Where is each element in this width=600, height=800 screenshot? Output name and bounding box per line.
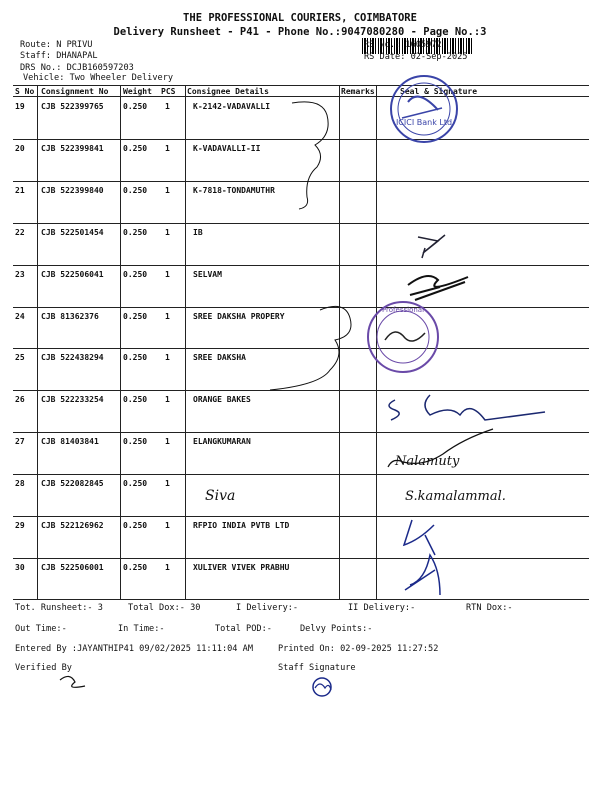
cell-consignee: K-7818-TONDAMUTHR — [193, 185, 275, 195]
cell-sno: 26 — [15, 395, 25, 405]
cell-sno: 22 — [15, 227, 25, 237]
cell-weight: 0.250 — [123, 227, 148, 237]
cell-consignee: SREE DAKSHA — [193, 353, 246, 363]
col-header-consignment: Consignment No — [41, 87, 109, 96]
cell-weight: 0.250 — [123, 437, 148, 447]
cell-consignee: ELANGKUMARAN — [193, 437, 251, 447]
cell-sno: 30 — [15, 562, 25, 572]
cell-consignee: SREE DAKSHA PROPERY — [193, 311, 285, 321]
cell-weight: 0.250 — [123, 185, 148, 195]
staff-label: Staff: DHANAPAL — [20, 51, 98, 61]
cell-pcs: 1 — [165, 143, 170, 153]
professional-stamp — [368, 302, 438, 372]
cell-consignee: RFPIO INDIA PVTB LTD — [193, 521, 290, 530]
total-pod: Total POD:- — [215, 624, 272, 634]
route-label: Route: N PRIVU — [20, 40, 93, 50]
cell-consignment: CJB 81362376 — [41, 311, 99, 321]
cell-consignee: K-2142-VADAVALLI — [193, 102, 271, 111]
row28-signature: S.kamalammal. — [405, 489, 506, 504]
col-header-weight: Weight — [123, 87, 152, 96]
row28-remark-handwriting: Siva — [205, 488, 236, 504]
cell-weight: 0.250 — [123, 395, 148, 405]
cell-pcs: 1 — [165, 353, 170, 363]
total-dox: Total Dox:- 30 — [128, 603, 201, 613]
cell-weight: 0.250 — [123, 562, 148, 572]
row27-signature: Nalamuty — [395, 454, 460, 469]
professional-stamp-text: Professional — [381, 306, 425, 314]
delvy-points: Delvy Points:- — [300, 624, 373, 634]
cell-consignee: XULIVER VIVEK PRABHU — [193, 562, 290, 572]
cell-sno: 27 — [15, 437, 25, 447]
cell-pcs: 1 — [165, 479, 170, 489]
out-time: Out Time:- — [15, 624, 67, 634]
cell-consignment: CJB 522506041 — [41, 269, 104, 279]
rs-no-label: RS No.: 1605972 — [364, 40, 442, 50]
cell-consignment: CJB 522126962 — [41, 521, 104, 530]
cell-weight: 0.250 — [123, 521, 148, 530]
col-header-pcs: PCS — [161, 87, 176, 96]
cell-pcs: 1 — [165, 185, 170, 195]
printed-on: Printed On: 02-09-2025 11:27:52 — [278, 644, 439, 654]
cell-consignment: CJB 522399765 — [41, 102, 104, 111]
rtn-dox: RTN Dox:- — [466, 603, 513, 613]
bank-stamp-text: ICICI Bank Ltd — [395, 118, 453, 127]
entered-by: Entered By :JAYANTHIP41 09/02/2025 11:11:04 AM — [15, 644, 253, 654]
cell-consignee: ORANGE BAKES — [193, 395, 251, 405]
company-title: THE PROFESSIONAL COURIERS, COIMBATORE — [183, 12, 417, 24]
tot-runsheet: Tot. Runsheet:- 3 — [15, 603, 103, 613]
cell-pcs: 1 — [165, 269, 170, 279]
cell-sno: 20 — [15, 143, 25, 153]
runsheet-subtitle: Delivery Runsheet - P41 - Phone No.:9047080280 - Page No.:3 — [113, 26, 487, 38]
cell-sno: 19 — [15, 102, 25, 111]
cell-pcs: 1 — [165, 227, 170, 237]
cell-pcs: 1 — [165, 562, 170, 572]
cell-pcs: 1 — [165, 102, 170, 111]
cell-consignment: CJB 522399840 — [41, 185, 104, 195]
cell-pcs: 1 — [165, 395, 170, 405]
cell-consignee: K-VADAVALLI-II — [193, 143, 261, 153]
cell-pcs: 1 — [165, 521, 170, 530]
cell-consignee: SELVAM — [193, 269, 222, 279]
cell-consignment: CJB 522438294 — [41, 353, 104, 363]
cell-sno: 29 — [15, 521, 25, 530]
cell-weight: 0.250 — [123, 269, 148, 279]
rs-date-label: RS Date: 02-Sep-2025 — [364, 52, 468, 62]
staff-signature: Staff Signature — [278, 663, 356, 673]
cell-sno: 28 — [15, 479, 25, 489]
cell-weight: 0.250 — [123, 353, 148, 363]
cell-pcs: 1 — [165, 437, 170, 447]
cell-sno: 25 — [15, 353, 25, 363]
cell-consignment: CJB 81403841 — [41, 437, 99, 447]
cell-sno: 23 — [15, 269, 25, 279]
vehicle-label: Vehicle: Two Wheeler Delivery — [23, 73, 174, 83]
cell-sno: 24 — [15, 311, 25, 321]
drs-label: DRS No.: DCJB160597203 — [20, 63, 134, 73]
cell-sno: 21 — [15, 185, 25, 195]
cell-weight: 0.250 — [123, 143, 148, 153]
cell-pcs: 1 — [165, 311, 170, 321]
cell-consignment: CJB 522506001 — [41, 562, 104, 572]
cell-consignment: CJB 522082845 — [41, 479, 104, 489]
cell-consignment: CJB 522233254 — [41, 395, 104, 405]
cell-weight: 0.250 — [123, 102, 148, 111]
cell-consignment: CJB 522399841 — [41, 143, 104, 153]
col-header-signature: Seal & Signature — [400, 87, 478, 96]
cell-weight: 0.250 — [123, 311, 148, 321]
cell-weight: 0.250 — [123, 479, 148, 489]
col-header-sno: S No — [15, 87, 35, 96]
i-delivery: I Delivery:- — [236, 603, 299, 613]
bank-stamp — [391, 76, 457, 142]
col-header-remarks: Remarks — [341, 87, 375, 96]
verified-by: Verified By — [15, 663, 72, 673]
in-time: In Time:- — [118, 624, 165, 634]
cell-consignment: CJB 522501454 — [41, 227, 104, 237]
cell-consignee: IB — [193, 227, 203, 237]
col-header-consignee: Consignee Details — [187, 87, 269, 96]
ii-delivery: II Delivery:- — [348, 603, 416, 613]
